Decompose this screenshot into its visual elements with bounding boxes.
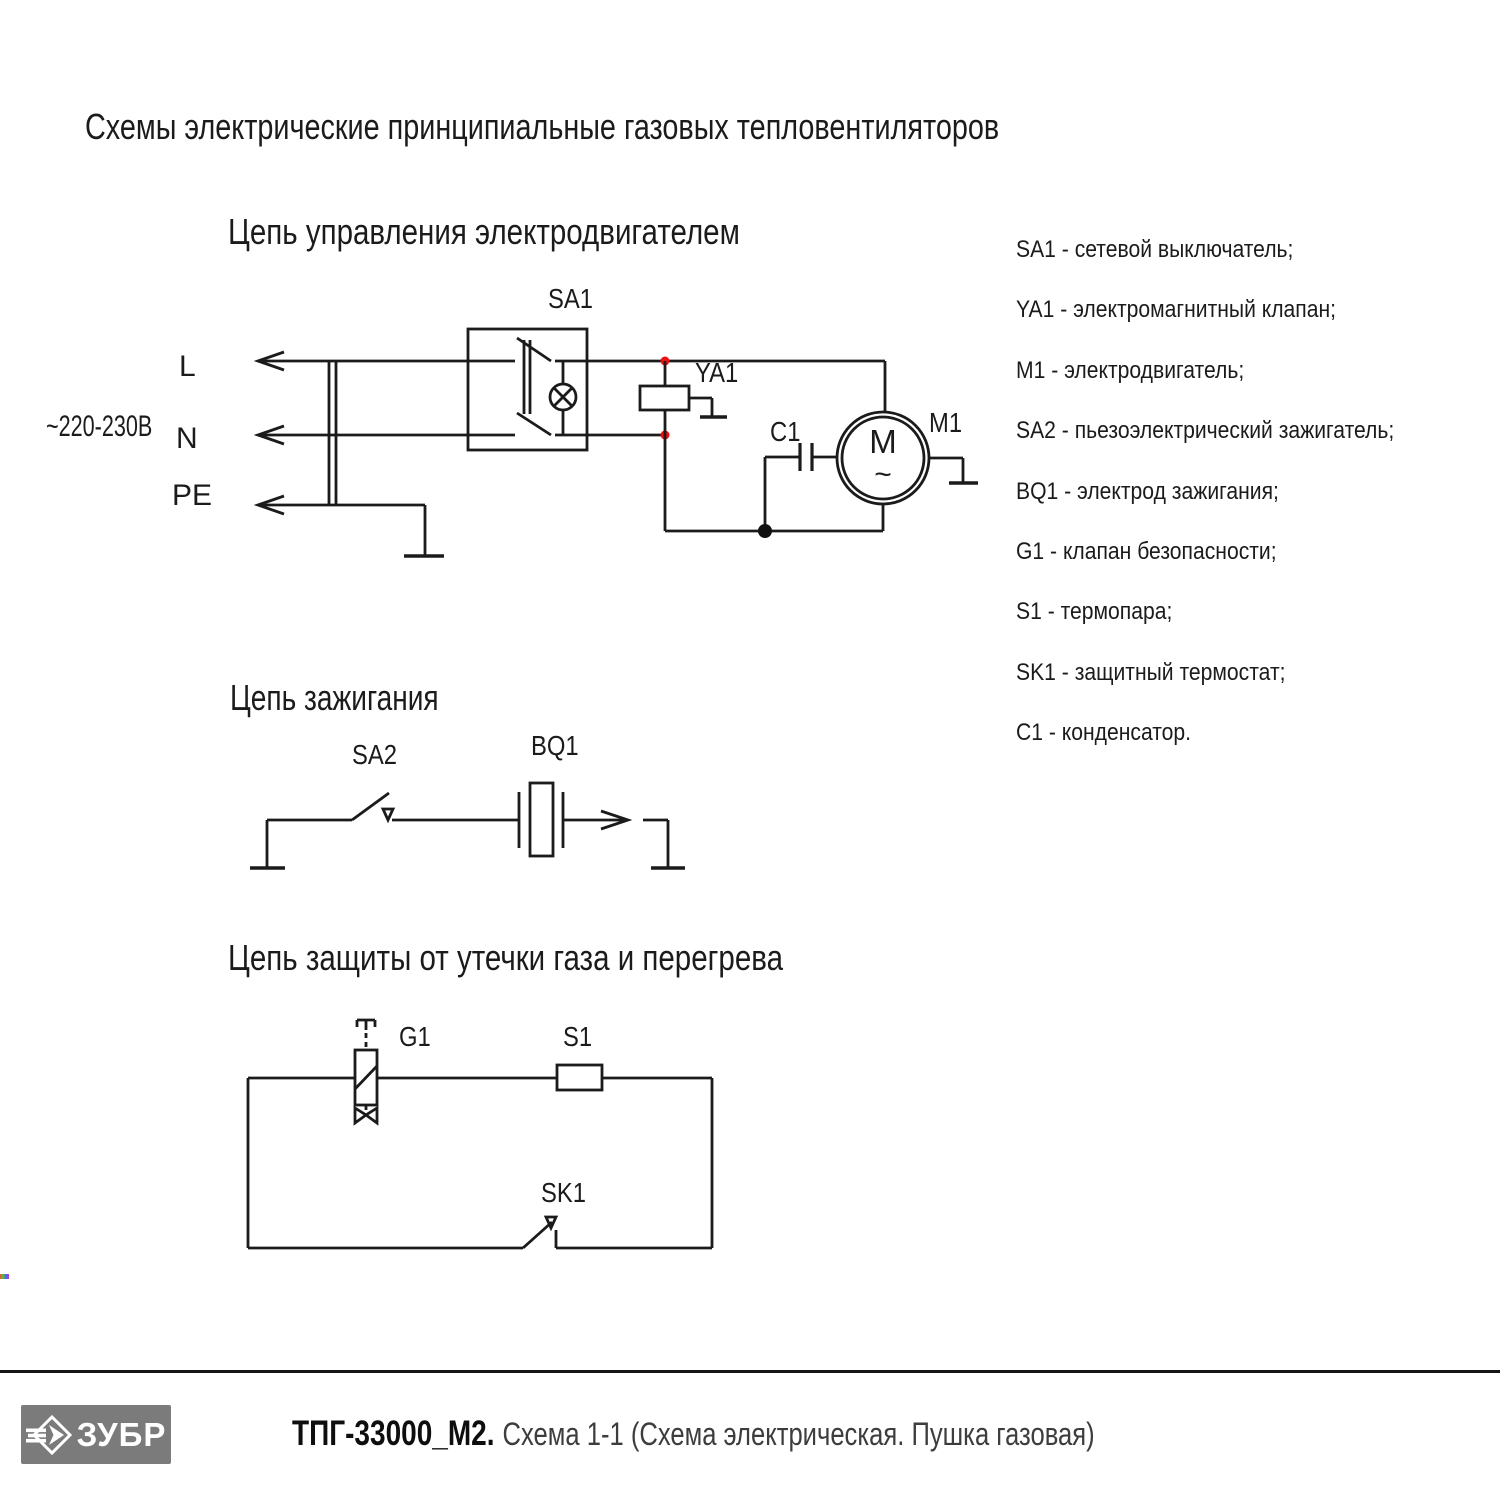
sa2-switch — [352, 793, 393, 820]
scan-artifact — [0, 1274, 9, 1279]
ground-right-icon — [643, 820, 685, 868]
legend-item: C1 - конденсатор. — [1016, 719, 1192, 747]
sa2-label: SA2 — [352, 739, 397, 770]
legend-item: M1 - электродвигатель; — [1016, 356, 1245, 384]
cable-mark — [329, 361, 336, 505]
ya1-label: YA1 — [695, 357, 739, 388]
junction-dot-black — [758, 524, 772, 538]
sk1-thermostat-contact — [523, 1217, 556, 1248]
c1-capacitor-icon — [765, 443, 837, 531]
footer-caption-row — [292, 1414, 1095, 1454]
logo-text: ЗУБР — [76, 1415, 167, 1453]
circuit1-title: Цепь управления электродвигателем — [228, 211, 740, 252]
m1-motor-icon — [837, 361, 978, 531]
bq1-label: BQ1 — [531, 730, 579, 761]
component-legend — [1016, 236, 1446, 780]
bq1-piezo-igniter-icon — [519, 783, 563, 856]
sa1-switch-box — [468, 329, 587, 450]
motor-m-letter: M — [869, 423, 897, 460]
s1-label: S1 — [563, 1021, 593, 1052]
sa1-label: SA1 — [548, 283, 593, 314]
legend-item: SK1 - защитный термостат; — [1016, 658, 1286, 686]
legend-item: SA2 - пьезоэлектрический зажигатель; — [1016, 417, 1395, 445]
zubr-logo-icon — [26, 1415, 72, 1455]
ground-left-icon — [250, 820, 285, 868]
voltage-label: ~220-230В — [46, 410, 153, 443]
legend-item: SA1 - сетевой выключатель; — [1016, 236, 1294, 263]
pe-ground-icon — [404, 505, 444, 556]
circuit3-diagram — [248, 1020, 712, 1248]
c1-label: C1 — [770, 416, 801, 447]
brand-logo — [21, 1405, 171, 1464]
line-l-label: L — [179, 350, 196, 383]
legend-item: YA1 - электромагнитный клапан; — [1016, 296, 1337, 324]
legend-item: G1 - клапан безопасности; — [1016, 537, 1277, 565]
legend-item: BQ1 - электрод зажигания; — [1016, 477, 1279, 505]
legend-item: S1 - термопара; — [1016, 598, 1173, 626]
footer-divider — [0, 1370, 1500, 1373]
line-pe-label: PE — [172, 479, 213, 512]
page-title: Схемы электрические принципиальные газовых тепловентиляторов — [85, 106, 1000, 147]
line-n-label: N — [176, 422, 198, 455]
g1-label: G1 — [399, 1021, 431, 1052]
indicator-lamp-icon — [550, 361, 576, 435]
motor-ac-symbol: ~ — [874, 458, 892, 491]
s1-thermocouple-icon — [557, 1065, 602, 1090]
circuit3-title: Цепь защиты от утечки газа и перегрева — [228, 937, 784, 978]
m1-label: M1 — [929, 407, 963, 438]
sk1-label: SK1 — [541, 1177, 586, 1208]
footer-caption: Схема 1-1 (Схема электрическая. Пушка газовая) — [502, 1416, 1095, 1452]
circuit2-diagram — [250, 783, 685, 868]
footer-model: ТПГ-33000_М2. — [292, 1414, 495, 1453]
circuit2-title: Цепь зажигания — [230, 677, 439, 718]
g1-safety-valve-icon — [355, 1020, 377, 1123]
